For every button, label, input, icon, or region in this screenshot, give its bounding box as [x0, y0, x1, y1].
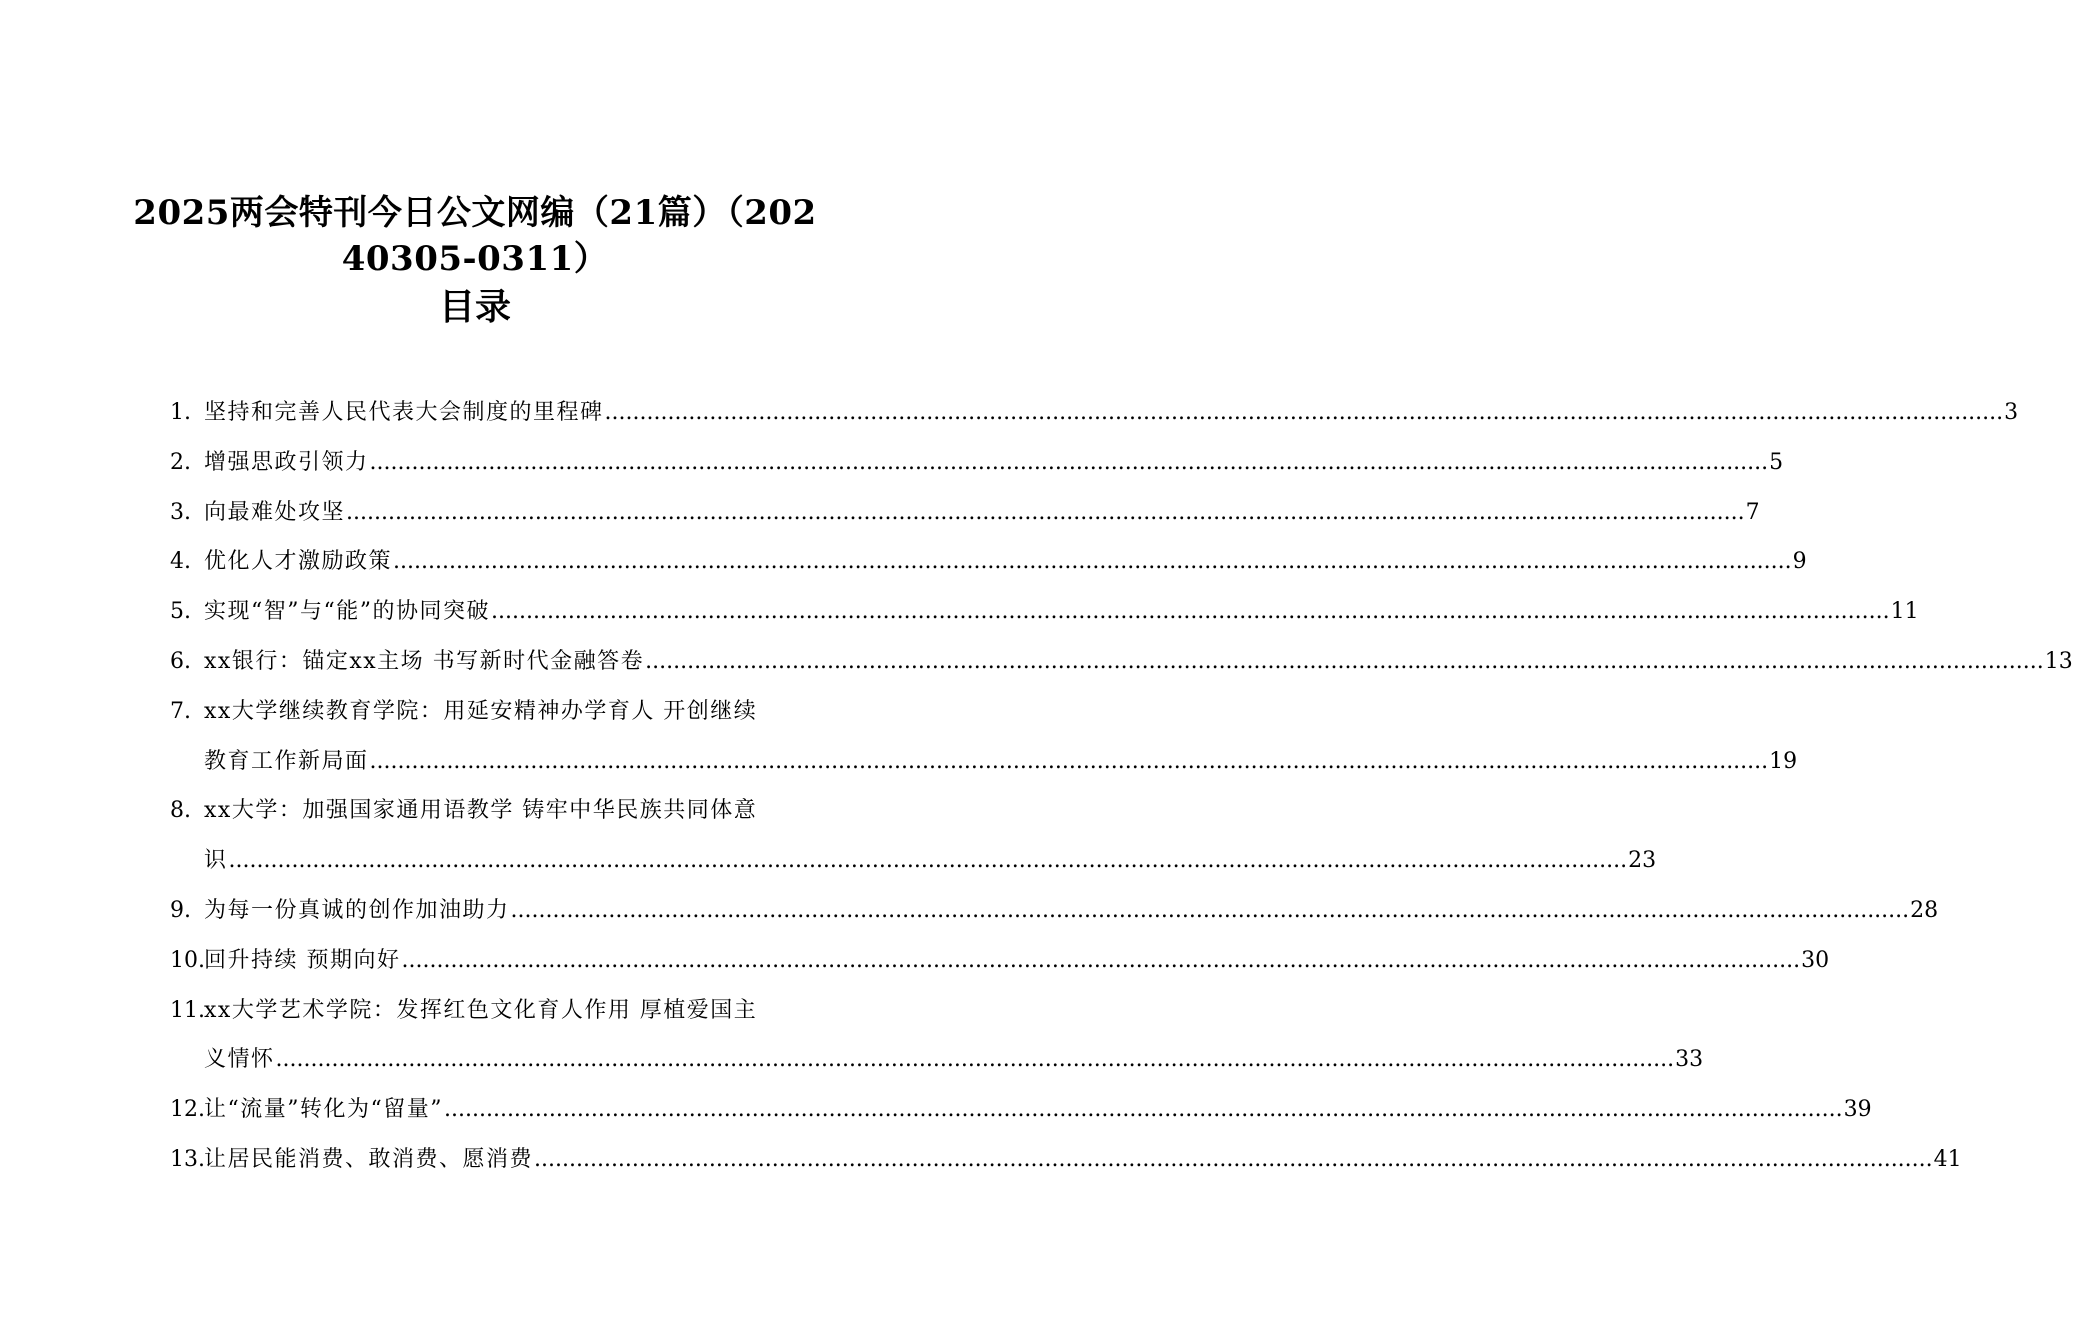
dot-leader: ........................................................................................................................................................................................................	[275, 1047, 1675, 1073]
toc-entry-page-number: 5	[1769, 449, 1784, 475]
toc-entry-title-line: 增强思政引领力	[204, 449, 369, 475]
toc-entry-title-line: 识	[204, 848, 228, 874]
toc-entry-title-line: xx大学继续教育学院：用延安精神办学育人 开创继续	[204, 698, 758, 724]
dot-leader: ........................................................................................................................................................................................................	[369, 449, 1769, 475]
toc-entry-last-line	[204, 637, 2073, 687]
dot-leader: ........................................................................................................................................................................................................	[510, 897, 1910, 923]
dot-leader: ........................................................................................................................................................................................................	[604, 400, 2004, 425]
toc-heading: 目录	[438, 286, 511, 328]
toc-entry-last-line	[204, 537, 1807, 587]
toc-entry-last-line	[204, 488, 1760, 538]
toc-entry[interactable]	[170, 587, 1919, 637]
title-line-1: 2025两会特刊今日公文网编（21篇）（202	[133, 193, 817, 233]
toc-entry-last-line	[204, 1135, 1962, 1185]
toc-entry-number: 11.	[170, 997, 205, 1023]
toc-entry-page-number: 41	[1933, 1146, 1962, 1172]
toc-entry-page-number: 19	[1769, 748, 1798, 774]
toc-entry-title-line: 向最难处攻坚	[204, 499, 346, 525]
toc-entry-number: 4.	[170, 549, 191, 575]
toc-entry-page-number: 11	[1890, 599, 1919, 625]
dot-leader: ........................................................................................................................................................................................................	[534, 1146, 1933, 1172]
toc-entry[interactable]	[170, 488, 1760, 538]
toc-entry-number: 9.	[170, 897, 191, 923]
toc-entry-number: 10.	[170, 947, 205, 973]
toc-entry-title-line: 教育工作新局面	[204, 748, 369, 774]
toc-entry-number: 13.	[170, 1146, 205, 1172]
toc-entry-page-number: 23	[1628, 848, 1657, 874]
toc-entry-page-number: 7	[1745, 499, 1760, 525]
toc-entry-title-line: 回升持续 预期向好	[204, 947, 401, 973]
table-of-contents	[170, 388, 2073, 1185]
toc-entry-number: 3.	[170, 499, 191, 525]
toc-entry-title-line: 实现“智”与“能”的协同突破	[204, 599, 490, 625]
toc-entry[interactable]	[170, 637, 2073, 687]
toc-entry-page-number: 28	[1910, 897, 1939, 923]
toc-entry[interactable]	[170, 388, 2019, 438]
dot-leader: ........................................................................................................................................................................................................	[491, 599, 1890, 625]
toc-entry[interactable]	[170, 786, 1657, 886]
toc-entry-number: 5.	[170, 599, 191, 625]
toc-entry-last-line	[204, 936, 1830, 986]
dot-leader: ........................................................................................................................................................................................................	[369, 748, 1769, 774]
toc-entry[interactable]	[170, 986, 1704, 1086]
dot-leader: ........................................................................................................................................................................................................	[401, 947, 1801, 973]
toc-entry-title-line: 让“流量”转化为“留量”	[204, 1097, 443, 1123]
toc-entry-title-line: 义情怀	[204, 1047, 275, 1073]
toc-entry-title-line: 坚持和完善人民代表大会制度的里程碑	[204, 400, 604, 425]
toc-entry-title-line: xx大学艺术学院：发挥红色文化育人作用 厚植爱国主	[204, 997, 758, 1023]
toc-entry-title-line: 优化人才激励政策	[204, 549, 393, 575]
toc-entry-number: 1.	[170, 400, 191, 425]
toc-entry-page-number: 9	[1792, 549, 1807, 575]
toc-entry-title-line: 为每一份真诚的创作加油助力	[204, 897, 510, 923]
document-title	[110, 190, 840, 282]
toc-entry[interactable]	[170, 687, 1798, 787]
toc-entry[interactable]	[170, 537, 1807, 587]
toc-entry-last-line	[204, 438, 1784, 488]
toc-entry[interactable]	[170, 438, 1784, 488]
toc-entry-title-line: xx大学：加强国家通用语教学 铸牢中华民族共同体意	[204, 798, 758, 824]
toc-entry-title-line: 让居民能消费、敢消费、愿消费	[204, 1146, 534, 1172]
toc-entry-page-number: 39	[1843, 1097, 1872, 1123]
toc-entry-last-line	[204, 836, 1657, 886]
toc-entry[interactable]	[170, 936, 1830, 986]
toc-entry-last-line	[204, 388, 2019, 438]
toc-entry-last-line	[204, 587, 1919, 637]
title-line-2: 40305-0311）	[341, 239, 609, 279]
toc-entry[interactable]	[170, 1135, 1962, 1185]
toc-entry-last-line	[204, 1085, 1872, 1135]
toc-entry-page-number: 33	[1675, 1047, 1704, 1073]
dot-leader: ........................................................................................................................................................................................................	[393, 549, 1792, 575]
dot-leader: ........................................................................................................................................................................................................	[444, 1097, 1843, 1123]
toc-entry-last-line	[204, 737, 1798, 787]
toc-entry-number: 2.	[170, 449, 191, 475]
toc-entry-page-number: 13	[2044, 648, 2073, 674]
toc-entry[interactable]	[170, 886, 1939, 936]
toc-entry[interactable]	[170, 1085, 1872, 1135]
toc-entry-number: 12.	[170, 1097, 205, 1123]
toc-entry-title-line: xx银行：锚定xx主场 书写新时代金融答卷	[204, 648, 645, 674]
dot-leader: ........................................................................................................................................................................................................	[228, 848, 1628, 874]
toc-entry-number: 7.	[170, 698, 191, 724]
toc-entry-page-number: 30	[1801, 947, 1830, 973]
toc-entry-page-number: 3	[2004, 400, 2019, 425]
dot-leader: ........................................................................................................................................................................................................	[346, 499, 1745, 525]
toc-entry-last-line	[204, 1035, 1704, 1085]
toc-entry-last-line	[204, 886, 1939, 936]
toc-entry-number: 6.	[170, 648, 191, 674]
dot-leader: ........................................................................................................................................................................................................	[645, 648, 2044, 674]
toc-entry-number: 8.	[170, 798, 191, 824]
